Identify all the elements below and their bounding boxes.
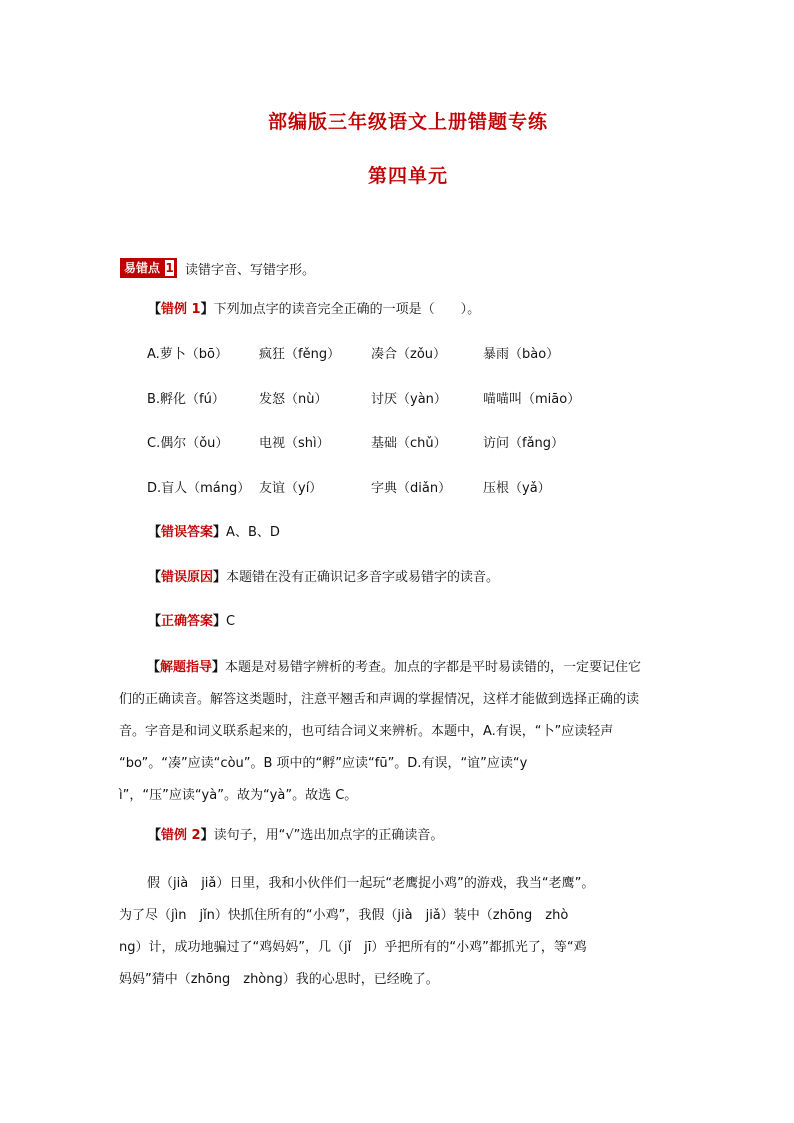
example2-question-line [148, 826, 443, 846]
wrong-answer-line [148, 523, 280, 543]
passage-line: 妈妈”猜中（zhōng zhòng）我的心思时，已经晚了。 [119, 972, 439, 987]
wrong-reason-tag: 【错误原因】 [148, 570, 227, 585]
wrong-answer-tag-label: 错误答案 [161, 525, 214, 540]
right-answer-line [148, 612, 235, 632]
error-point-badge [120, 258, 177, 278]
example2-tag: 【错例 2】 [148, 828, 214, 843]
option-item: D.盲人（máng） [147, 481, 251, 496]
example2-tag-label: 错例 2 [161, 828, 201, 843]
option-item: 访问（fǎng） [483, 436, 565, 451]
right-answer-text: C [226, 614, 236, 629]
example1-question-line [148, 300, 480, 320]
option-item: 疯狂（fěng） [259, 347, 341, 362]
guide-tag-label: 解题指导 [160, 660, 213, 675]
option-item: A.萝卜（bō） [147, 347, 229, 362]
guide-tag: 【解题指导】 [147, 660, 226, 675]
wrong-reason-text: 本题错在没有正确识记多音字或易错字的读音。 [226, 570, 500, 585]
guide-line: “bo”。“凑”应读“còu”。B 项中的“孵”应读“fū”。D.有误，“谊”应读“y [119, 756, 528, 771]
error-point-text: 读错字音、写错字形。 [185, 262, 316, 278]
solution-guide [119, 652, 679, 812]
guide-line [119, 652, 679, 684]
guide-line: 们的正确读音。解答这类题时，注意平翘舌和声调的掌握情况，这样才能做到选择正确的读 [119, 692, 640, 707]
error-point-heading [120, 257, 315, 279]
wrong-answer-text: A、B、D [226, 525, 280, 540]
option-item: 讨厌（yàn） [371, 392, 447, 407]
example1-tag-label: 错例 1 [161, 302, 201, 317]
reading-passage [119, 868, 679, 996]
option-item: 发怒（nù） [259, 392, 328, 407]
right-answer-tag-label: 正确答案 [161, 614, 214, 629]
example1-question: 下列加点字的读音完全正确的一项是（ ）。 [213, 302, 481, 317]
option-item: C.偶尔（ǒu） [147, 436, 229, 451]
option-item: B.孵化（fú） [147, 392, 225, 407]
passage-line: 为了尽（jìn jǐn）快抓住所有的“小鸡”，我假（jià jiǎ）装中（zhōng zhò [119, 908, 569, 923]
option-item: 压根（yǎ） [483, 481, 551, 496]
option-item: 字典（diǎn） [371, 481, 452, 496]
example1-tag: 【错例 1】 [148, 302, 214, 317]
passage-line: 假（jià jiǎ）日里，我和小伙伴们一起玩“老鹰捉小鸡”的游戏，我当“老鹰”。 [147, 876, 595, 891]
wrong-answer-tag: 【错误答案】 [148, 525, 227, 540]
page-title: 部编版三年级语文上册错题专练 [267, 111, 548, 133]
error-point-number: 1 [163, 260, 174, 276]
error-point-badge-label: 易错点 [124, 261, 161, 275]
option-item: 友谊（yí） [259, 481, 323, 496]
wrong-reason-tag-label: 错误原因 [161, 570, 214, 585]
option-item: 基础（chǔ） [371, 436, 447, 451]
guide-line: 音。字音是和词义联系起来的，也可结合词义来辨析。本题中，A.有误，“卜”应读轻声 [119, 724, 614, 739]
wrong-reason-line [148, 568, 499, 588]
guide-line: ì”，“压”应读“yà”。故为“yà”。故选 C。 [119, 788, 358, 803]
guide-line-text: 本题是对易错字辨析的考查。加点的字都是平时易读错的，一定要记住它 [225, 660, 642, 675]
example2-question: 读句子，用“√”选出加点字的正确读音。 [213, 828, 444, 843]
option-item: 电视（shì） [259, 436, 330, 451]
option-item: 暴雨（bào） [483, 347, 560, 362]
option-item: 凑合（zǒu） [371, 347, 447, 362]
passage-line: ng）计，成功地骗过了“鸡妈妈”，几（jǐ jī）乎把所有的“小鸡”都抓光了，等“鸡 [119, 940, 587, 955]
option-item: 喵喵叫（miāo） [483, 392, 581, 407]
unit-subtitle: 第四单元 [367, 165, 448, 187]
right-answer-tag: 【正确答案】 [148, 614, 227, 629]
